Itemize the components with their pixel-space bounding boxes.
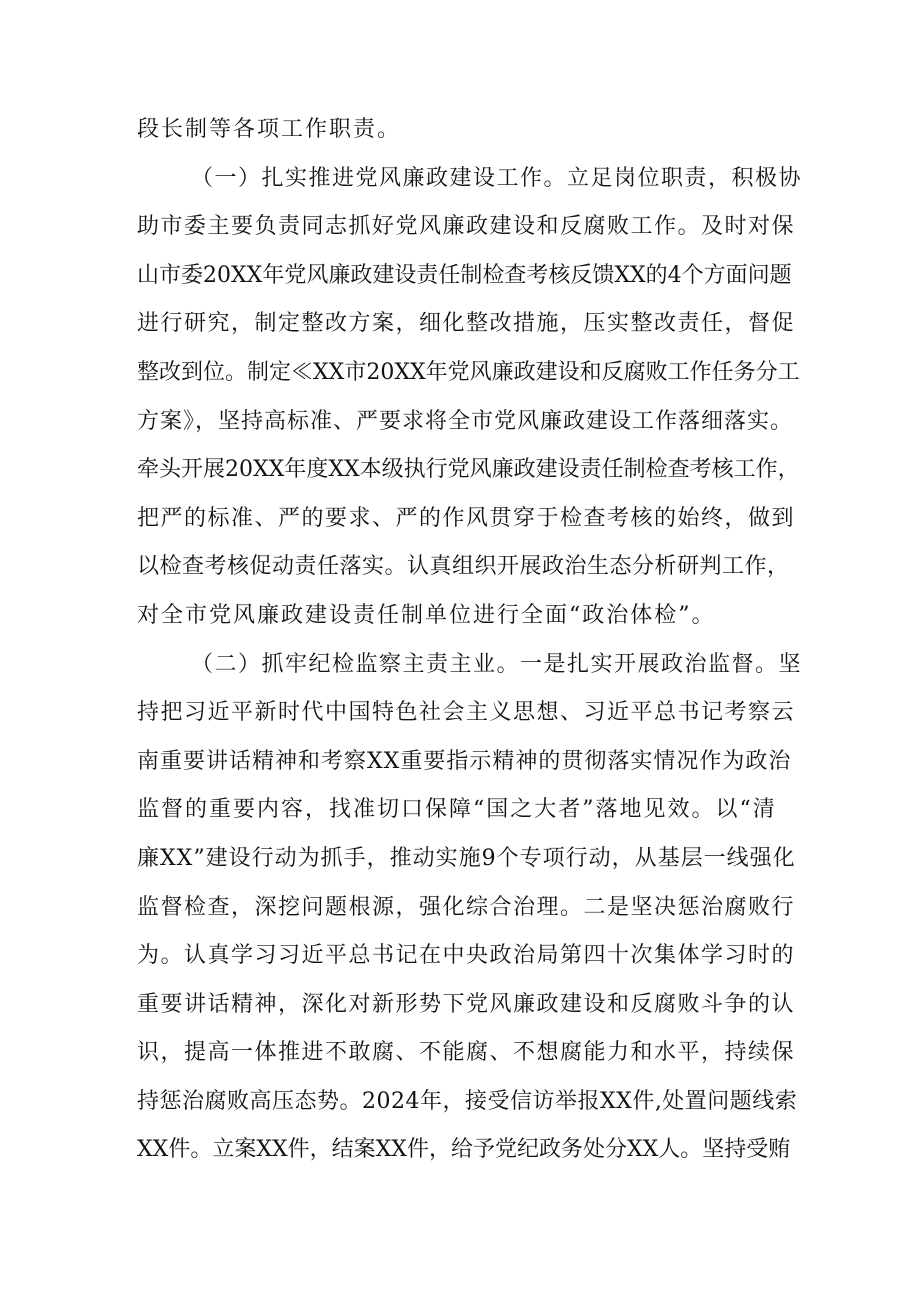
text-line-22: XX件。立案XX件，结案XX件，给予党纪政务处分XX人。坚持受贿 [137,1137,791,1163]
text-line-8: 牵头开展20XX年度XX本级执行党风廉政建设责任制检查考核工作， [137,457,800,483]
text-line-18: 为。认真学习习近平总书记在中央政治局第四十次集体学习时的 [137,943,796,969]
text-line-21: 持惩治腐败高压态势。2024年，接受信访举报XX件,处置问题线索 [137,1088,798,1114]
text-line-2-paragraph-start: （一）扎实推进党风廉政建设工作。立足岗位职责，积极协 [191,165,802,191]
text-line-15: 监督的重要内容，找准切口保障“国之大者”落地见效。以“清 [137,797,777,823]
text-line-11: 对全市党风廉政建设责任制单位进行全面“政治体检”。 [137,602,716,628]
text-line-16: 廉XX”建设行动为抓手，推动实施9个专项行动，从基层一线强化 [137,845,796,871]
text-line-6: 整改到位。制定≪XX市20XX年党风廉政建设和反腐败工作任务分工 [137,359,800,385]
text-line-7: 方案》，坚持高标准、严要求将全市党风廉政建设工作落细落实。 [137,408,794,434]
text-line-13: 持把习近平新时代中国特色社会主义思想、习近平总书记考察云 [137,700,796,726]
text-line-12-paragraph-start: （二）抓牢纪检监察主责主业。一是扎实开展政治监督。坚 [191,651,802,677]
text-line-1: 段长制等各项工作职责。 [137,117,402,142]
text-line-14: 南重要讲话精神和考察XX重要指示精神的贯彻落实情况作为政治 [137,748,792,774]
text-line-20: 识，提高一体推进不敢腐、不能腐、不想腐能力和水平，持续保 [137,1040,796,1066]
text-line-5: 进行研究，制定整改方案，细化整改措施，压实整改责任，督促 [137,311,796,337]
text-line-4: 山市委20XX年党风廉政建设责任制检查考核反馈XX的4个方面问题 [137,262,792,288]
text-line-3: 助市委主要负责同志抓好党风廉政建设和反腐败工作。及时对保 [137,214,796,240]
text-line-9: 把严的标准、严的要求、严的作风贯穿于检查考核的始终，做到 [137,505,796,531]
text-line-17: 监督检查，深挖问题根源，强化综合治理。二是坚决惩治腐败行 [137,894,796,920]
text-line-19: 重要讲话精神，深化对新形势下党风廉政建设和反腐败斗争的认 [137,991,796,1017]
text-line-10: 以检查考核促动责任落实。认真组织开展政治生态分析研判工作， [137,554,790,580]
